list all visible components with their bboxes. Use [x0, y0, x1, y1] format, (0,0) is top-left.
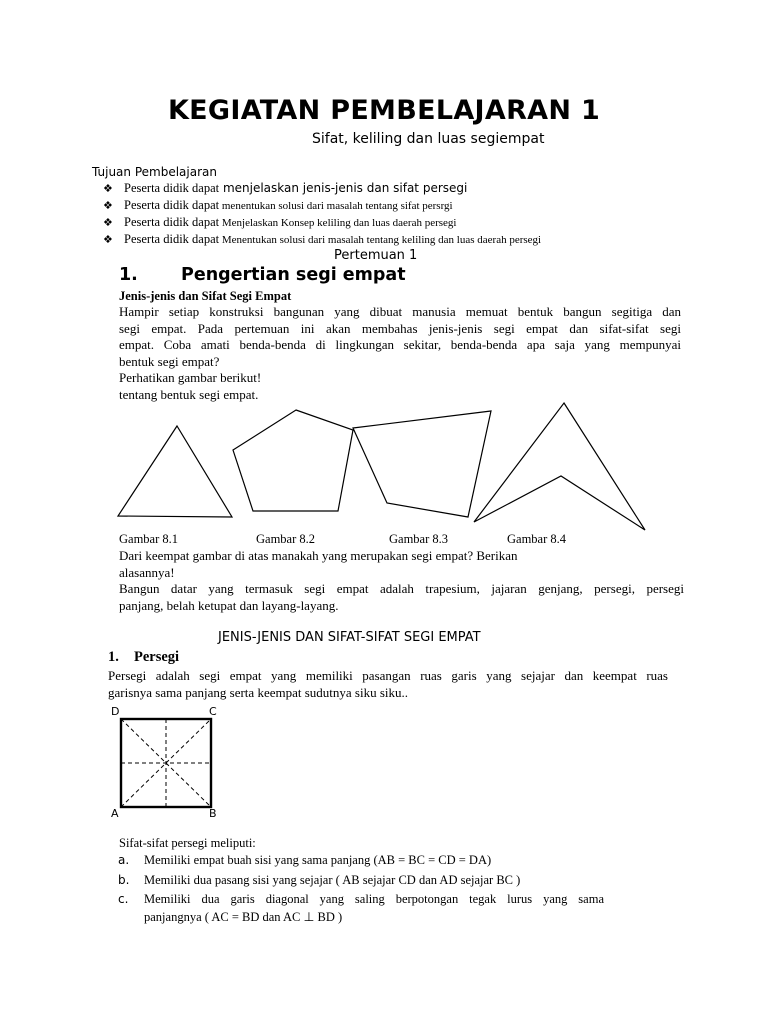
paragraph-line: bentuk segi empat?	[119, 353, 220, 369]
page-title: KEGIATAN PEMBELAJARAN 1	[167, 95, 601, 126]
section-number: 1.	[119, 265, 138, 285]
paragraph-line: Bangun datar yang termasuk segi empat adalah trapesium, jajaran genjang, persegi, persegi	[119, 581, 684, 596]
property-item	[118, 873, 520, 888]
paragraph-line: panjang, belah ketupat dan layang-layang.	[119, 597, 339, 613]
figure-caption: Gambar 8.1	[119, 532, 179, 546]
objective-prefix: Peserta didik dapat	[124, 198, 220, 212]
paragraph-line: garisnya sama panjang serta keempat sudutnya siku siku..	[108, 684, 409, 700]
paragraph-line: Hampir setiap konstruksi bangunan yang dibuat manusia memuat bentuk bangun segitiga dan	[119, 304, 681, 319]
diamond-bullet-icon: ❖	[103, 182, 113, 195]
property-letter: b.	[118, 873, 130, 887]
paragraph-line: Perhatikan gambar berikut!	[119, 370, 262, 385]
paragraph-line: alasannya!	[119, 564, 175, 580]
vertex-label-b: B	[209, 807, 217, 820]
property-item	[118, 892, 604, 907]
property-letter: a.	[118, 853, 130, 867]
objective-text: Menjelaskan Konsep keliling dan luas daerah persegi	[219, 217, 457, 229]
paragraph-line: Persegi adalah segi empat yang memiliki pasangan ruas garis yang sejajar dan keempat ruas	[108, 668, 668, 683]
paragraph-line: segi empat. Pada pertemuan ini akan membahas jenis-jenis segi empat dan sifat-sifat segi	[119, 320, 681, 336]
property-text: Memiliki empat buah sisi yang sama panjang (AB = BC = CD = DA)	[144, 853, 492, 867]
property-continuation: panjangnya ( AC = BD dan AC ⊥ BD )	[144, 910, 343, 924]
diamond-bullet-icon: ❖	[103, 216, 113, 229]
objective-text: menentukan solusi dari masalah tentang sifat persrgi	[219, 200, 453, 212]
diamond-bullet-icon: ❖	[103, 199, 113, 212]
property-item	[118, 853, 491, 868]
page-subtitle: Sifat, keliling dan luas segiempat	[312, 131, 545, 147]
paragraph-line: Dari keempat gambar di atas manakah yang merupakan segi empat? Berikan	[119, 548, 518, 563]
objectives-heading: Tujuan Pembelajaran	[92, 165, 217, 179]
property-text: Memiliki dua pasang sisi yang sejajar ( AB sejajar CD dan AD sejajar BC )	[144, 873, 521, 887]
persegi-title: Persegi	[134, 649, 180, 665]
types-heading: JENIS-JENIS DAN SIFAT-SIFAT SEGI EMPAT	[218, 630, 481, 645]
objective-prefix: Peserta didik dapat	[124, 215, 220, 229]
persegi-number: 1.	[108, 649, 119, 665]
vertex-label-c: C	[209, 705, 217, 718]
figure-caption: Gambar 8.3	[389, 532, 449, 546]
vertex-label-a: A	[111, 807, 119, 820]
diamond-bullet-icon: ❖	[103, 233, 113, 246]
property-letter: c.	[118, 892, 129, 906]
vertex-label-d: D	[111, 705, 120, 718]
meeting-heading: Pertemuan 1	[334, 248, 418, 263]
objective-text: menjelaskan jenis-jenis dan sifat persegi	[219, 181, 468, 195]
figure-caption: Gambar 8.4	[507, 532, 567, 546]
properties-intro: Sifat-sifat persegi meliputi:	[119, 836, 256, 850]
section-title: Pengertian segi empat	[181, 265, 406, 285]
section-subheading: Jenis-jenis dan Sifat Segi Empat	[119, 289, 292, 303]
paragraph-line: empat. Coba amati benda-benda di lingkungan sekitar, benda-benda apa saja yang mempunyai	[119, 337, 681, 352]
paragraph-line: tentang bentuk segi empat.	[119, 386, 259, 402]
objective-text: Menentukan solusi dari masalah tentang keliling dan luas daerah persegi	[219, 234, 542, 246]
objective-prefix: Peserta didik dapat	[124, 232, 220, 246]
property-text: Memiliki dua garis diagonal yang saling berpotongan tegak lurus yang sama	[144, 892, 604, 906]
objective-prefix: Peserta didik dapat	[124, 181, 220, 195]
figure-caption: Gambar 8.2	[256, 532, 316, 546]
